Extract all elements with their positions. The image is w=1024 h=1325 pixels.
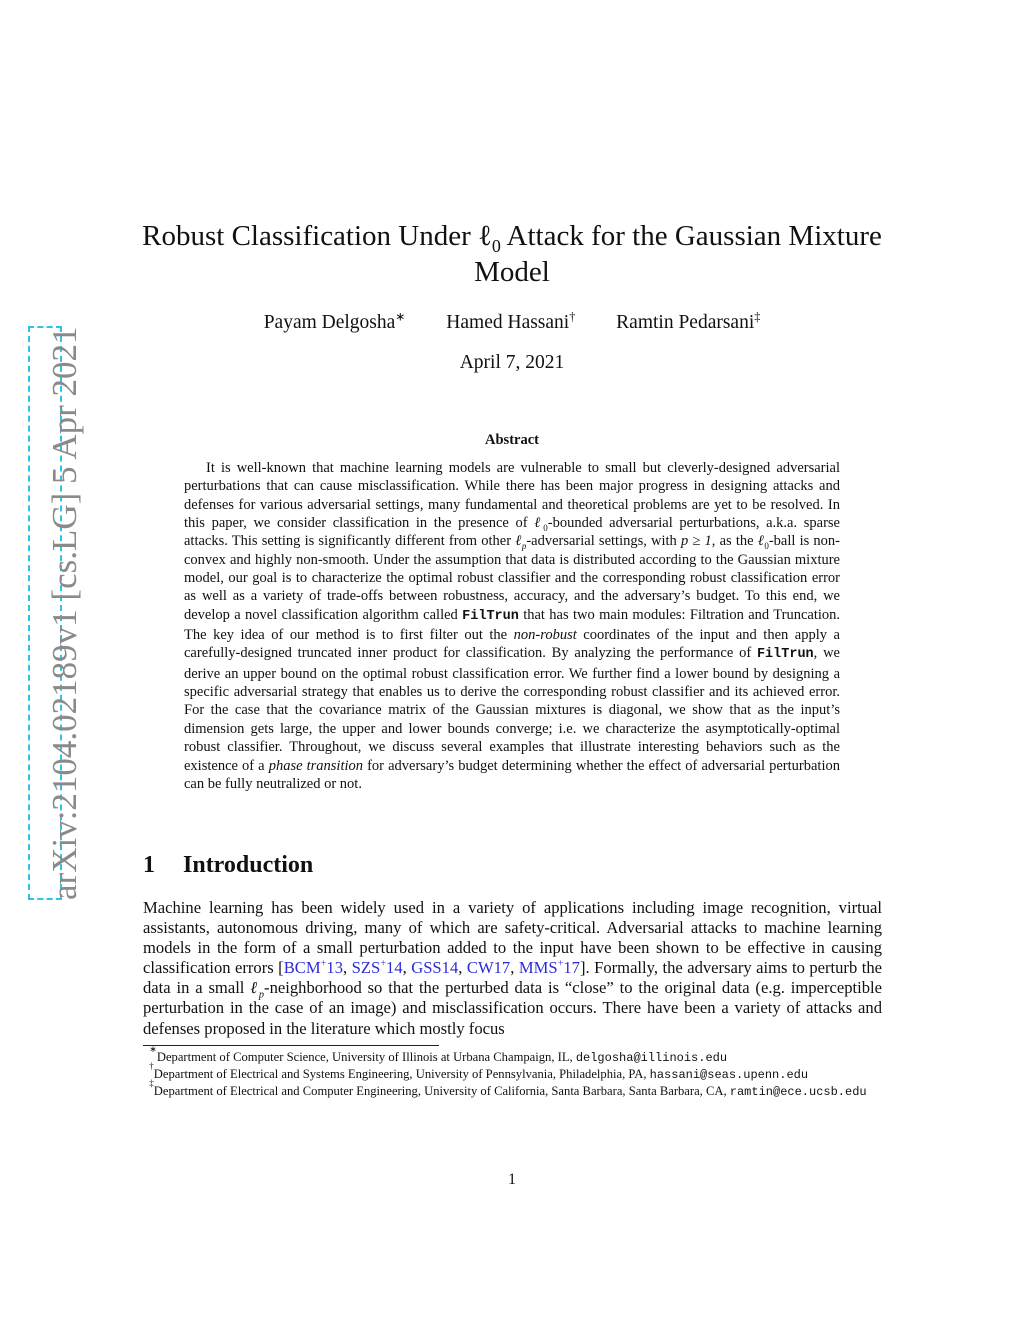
author-3: Ramtin Pedarsani‡ bbox=[616, 309, 761, 333]
footnotes bbox=[143, 1044, 882, 1101]
footnote-2: †Department of Electrical and Systems Engineering, University of Pennsylvania, Philadelphia, PA, hassani@seas.upenn.edu bbox=[149, 1061, 809, 1083]
citation-link[interactable]: MMS+17 bbox=[518, 958, 580, 978]
author-1: Payam Delgosha∗ bbox=[263, 309, 406, 333]
citation-link[interactable]: CW17 bbox=[466, 958, 511, 978]
author-list bbox=[130, 309, 894, 334]
arxiv-identifier: arXiv:2104.02189v1 [cs.LG] 5 Apr 2021 bbox=[45, 326, 84, 900]
algorithm-name: FilTrun bbox=[756, 647, 814, 663]
paper-date: April 7, 2021 bbox=[459, 352, 565, 373]
footnote-3: ‡Department of Electrical and Computer Engineering, University of California, Santa Barbara, Santa Barbara, CA, ramtin@ece.ucsb.edu bbox=[149, 1078, 867, 1100]
page-number: 1 bbox=[508, 1171, 516, 1188]
section-heading-introduction: 1 Introduction bbox=[143, 852, 314, 878]
footnote-1: ∗Department of Computer Science, University of Illinois at Urbana Champaign, IL, delgosha@illinois.edu bbox=[149, 1044, 728, 1065]
footnote-divider bbox=[143, 1045, 439, 1046]
citation-link[interactable]: GSS14 bbox=[411, 958, 459, 978]
author-2: Hamed Hassani† bbox=[446, 309, 576, 333]
paper-title: Robust Classification Under ℓ$_0$ Attack for the Gaussian Mixture Model bbox=[142, 220, 882, 288]
algorithm-name: FilTrun bbox=[462, 608, 519, 624]
email-link[interactable]: hassani@seas.upenn.edu bbox=[649, 1068, 809, 1083]
abstract-text: It is well-known that machine learning models are vulnerable to small but cleverly-designed adversarial perturbations that can cause misclassification. While there has been major progress in designing attacks and defenses for various adversarial settings, many fundamental and theoretical problems are yet to be resolved. In this paper, we consider classification in the presence of ℓ$_0$-bounded adversarial perturbations, a.k.a. sparse attacks. This setting is significantly different from other ℓ$_p$-adversarial settings, with p ≥ 1, as the ℓ$_0$-ball is non-convex and highly non-smooth. Under the assumption that data is distributed according to the Gaussian mixture model, our goal is to characterize the optimal robust classifier and the corresponding robust classification error as well as a variety of trade-offs between robustness, accuracy, and the adversary’s budget. To this end, we develop a novel classification algorithm called FilTrun that has two main modules: Filtration and Truncation. The key idea of our method is to first filter out the non-robust coordinates of the input and then apply a carefully-designed truncated inner product for classification. By analyzing the performance of FilTrun, we derive an upper bound on the optimal robust classification error. We further find a lower bound by designing a specific adversarial strategy that enables us to derive the corresponding robust classifier and its achieved error. For the case that the covariance matrix of the Gaussian mixtures is diagonal, we show that as the input’s dimension gets large, the upper and lower bounds converge; i.e. we characterize the asymptotically-optimal robust classifier. Throughout, we discuss several examples that illustrate interesting behaviors such as the existence of a phase transition for adversary’s budget determining whether the effect of adversarial perturbation can be fully neutralized or not. bbox=[184, 460, 840, 792]
abstract-heading: Abstract bbox=[485, 432, 539, 448]
email-link[interactable]: delgosha@illinois.edu bbox=[575, 1051, 728, 1065]
citation-link[interactable]: BCM+13 bbox=[283, 958, 343, 978]
citation-link[interactable]: SZS+14 bbox=[351, 958, 403, 978]
email-link[interactable]: ramtin@ece.ucsb.edu bbox=[729, 1085, 867, 1100]
introduction-text: Machine learning has been widely used in a variety of applications including image recognition, virtual assistants, autonomous driving, many of which are safety-critical. Adversarial attacks to machine learning models in the form of a small perturbation added to the input have been shown to be effective in causing classification errors [BCM+13, SZS+14, GSS14, CW17, MMS+17]. Formally, the adversary aims to perturb the data in a small ℓ$_p$-neighborhood so that the perturbed data is “close” to the original data (e.g. imperceptible perturbation in the case of an image) and misclassification occurs. There have been a variety of attacks and defenses proposed in the literature which mostly focus bbox=[143, 898, 882, 1038]
